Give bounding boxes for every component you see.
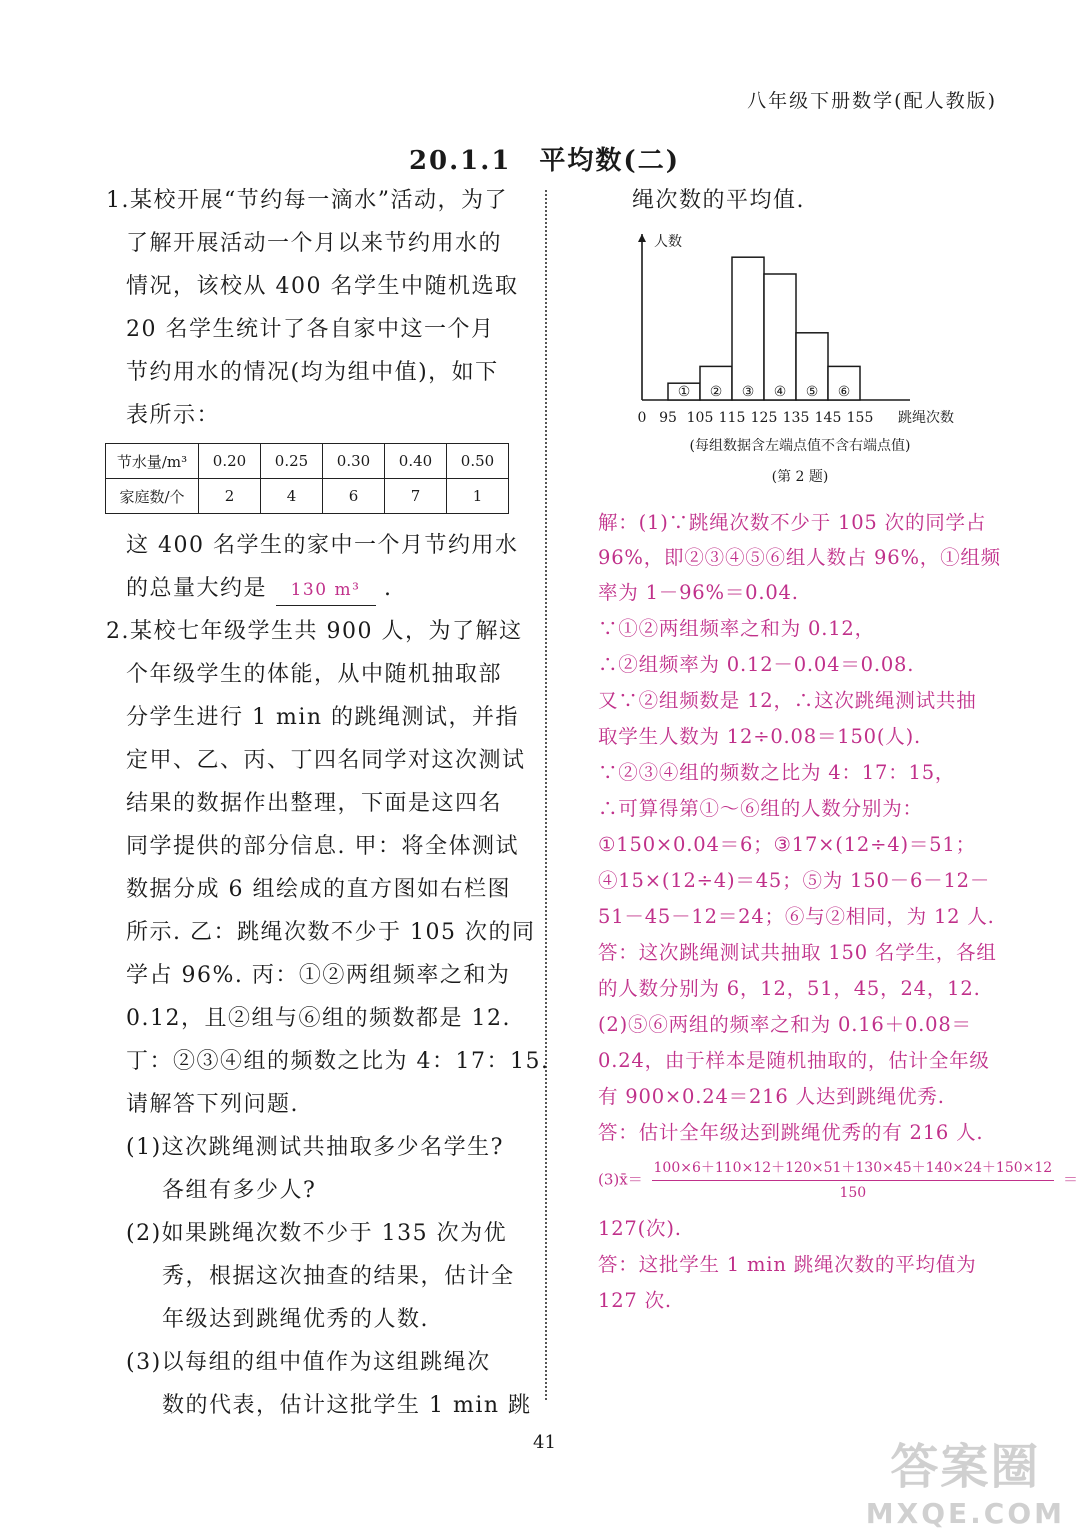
q1-line: 了解开展活动一个月以来节约用水的 [126,231,503,256]
q2-sub-question: 各组有多少人? [162,1178,317,1203]
q2-line: 所示. 乙：跳绳次数不少于 105 次的同 [126,920,536,945]
q2-line: 学占 96%. 丙：①②两组频率之和为 [126,963,511,988]
solution-line: 127(次). [598,1217,682,1240]
bar-group-label: ① [677,384,691,400]
table-cell: 0.20 [199,444,261,479]
x-tick-label: 145 [814,410,842,426]
formula-fraction [652,1158,1055,1203]
solution-line: 答：这次跳绳测试共抽取 150 名学生，各组 [598,941,997,964]
x-tick-label: 155 [846,410,874,426]
bar-group-label: ③ [741,384,755,400]
table-cell: 1 [447,479,509,514]
solution-line: ∴②组频率为 0.12－0.04＝0.08. [598,653,915,676]
solution-line: 答：这批学生 1 min 跳绳次数的平均值为 [598,1253,977,1276]
x-tick-label: 135 [782,410,810,426]
solution-line: 51－45－12＝24；⑥与②相同，为 12 人. [598,905,995,928]
q2-sub-question: (2)如果跳绳次数不少于 135 次为优 [126,1221,508,1246]
bar-group-label: ⑤ [805,384,819,400]
table-header-cell: 家庭数/个 [106,479,199,514]
solution-line: 又∵②组频数是 12，∴这次跳绳测试共抽 [598,689,977,712]
q2-sub-question: 数的代表，估计这批学生 1 min 跳 [162,1393,532,1418]
chart-caption: (第 2 题) [771,469,829,485]
book-header: 八年级下册数学(配人教版) [747,90,997,112]
q1-line: 表所示： [126,403,221,428]
table-row [106,444,509,479]
solution-line: 有 900×0.24＝216 人达到跳绳优秀. [598,1085,945,1108]
solution-line: 取学生人数为 12÷0.08＝150(人). [598,725,922,748]
q2-line: 个年级学生的体能，从中随机抽取部 [126,662,503,687]
bar-group-label: ④ [773,384,787,400]
table-header-cell: 节水量/m³ [106,444,199,479]
solution-line: 127 次. [598,1289,672,1312]
q1-line: 节约用水的情况(均为组中值)，如下 [126,360,499,385]
q2-continued: 绳次数的平均值. [632,188,805,213]
solution-line: 解：(1)∵跳绳次数不少于 105 次的同学占 [598,511,987,534]
solution-line: 0.24，由于样本是随机抽取的，估计全年级 [598,1049,990,1072]
formula-numerator: 100×6＋110×12＋120×51＋130×45＋140×24＋150×12 [652,1158,1055,1181]
q2-line: 0.12，且②组与⑥组的频数都是 12. [126,1006,511,1031]
x-axis-label: 跳绳次数 [898,410,954,426]
q1-text: 的总量大约是 [126,576,268,601]
solution-line: 答：估计全年级达到跳绳优秀的有 216 人. [598,1121,984,1144]
table-cell: 7 [385,479,447,514]
column-divider [545,190,547,1400]
q2-line: 定甲、乙、丙、丁四名同学对这次测试 [126,748,526,773]
solution-line: (2)⑤⑥两组的频率之和为 0.16＋0.08＝ [598,1013,972,1036]
table-cell: 0.25 [261,444,323,479]
q2-line: 2.某校七年级学生共 900 人，为了解这 [106,619,523,644]
x-tick-label: 0 [637,410,647,426]
chart-note: (每组数据含左端点值不含右端点值) [689,438,911,454]
bar-group-label: ⑥ [837,384,851,400]
table-cell: 2 [199,479,261,514]
q1-line: 20 名学生统计了各自家中这一个月 [126,317,495,342]
mean-formula [598,1158,1078,1203]
q2-line: 同学提供的部分信息. 甲：将全体测试 [126,834,519,859]
solution-line: ∵①②两组频率之和为 0.12， [598,617,875,640]
q2-line: 丁：②③④组的频数之比为 4：17：15. [126,1049,550,1074]
bar-group-label: ② [709,384,723,400]
q1-line: 1.某校开展“节约每一滴水”活动，为了 [106,188,508,213]
y-axis-label: 人数 [654,234,682,250]
q2-sub-question: (3)以每组的组中值作为这组跳绳次 [126,1350,491,1375]
q2-line: 数据分成 6 组绘成的直方图如右栏图 [126,877,511,902]
histogram-chart [600,222,1000,492]
solution-line: ∴可算得第①～⑥组的人数分别为： [598,797,923,820]
table-cell: 4 [261,479,323,514]
formula-prefix: (3)x̄＝ [598,1170,643,1189]
q1-line [126,574,393,606]
table-cell: 0.40 [385,444,447,479]
solution-line: ∵②③④组的频数之比为 4：17：15， [598,761,956,784]
histogram-bar [732,257,764,400]
formula-suffix: ＝ [1062,1170,1078,1189]
chart-ticks [638,410,874,426]
q2-line: 请解答下列问题. [126,1092,299,1117]
page-number: 41 [533,1432,556,1453]
table-cell: 0.50 [447,444,509,479]
solution-line: 率为 1－96%＝0.04. [598,581,799,604]
q1-answer-blank: 130 m³ [276,575,376,606]
page-title: 20.1.1 平均数(二) [408,146,681,176]
y-axis-arrow [638,234,646,242]
q2-sub-question: 秀，根据这次抽查的结果，估计全 [162,1264,515,1289]
formula-denominator: 150 [839,1185,867,1201]
chart-bars [668,257,860,400]
solution-line: ①150×0.04＝6；③17×(12÷4)＝51； [598,833,976,856]
histogram-bar [764,274,796,400]
q1-line: 这 400 名学生的家中一个月节约用水 [126,533,519,558]
q1-text: . [384,576,393,601]
x-tick-label: 115 [718,410,746,426]
table-row [106,479,509,514]
watermark-logo [866,1428,1065,1530]
q2-line: 结果的数据作出整理，下面是这四名 [126,791,503,816]
q2-line: 分学生进行 1 min 的跳绳测试，并指 [126,705,520,730]
x-tick-label: 105 [686,410,714,426]
watermark-text: 答案圈 [890,1439,1041,1495]
solution-line: 96%，即②③④⑤⑥组人数占 96%，①组频 [598,546,1001,569]
solution-line: 的人数分别为 6，12，51，45，24，12. [598,977,981,1000]
table-cell: 6 [323,479,385,514]
q1-line: 情况，该校从 400 名学生中随机选取 [126,274,519,299]
x-tick-label: 95 [659,410,677,426]
x-tick-label: 125 [750,410,778,426]
solution-line: ④15×(12÷4)＝45；⑤为 150－6－12－ [598,869,991,892]
q2-sub-question: (1)这次跳绳测试共抽取多少名学生? [126,1135,504,1160]
watermark-domain: MXQE.COM [865,1497,1065,1530]
water-saving-table [105,443,509,514]
q2-sub-question: 年级达到跳绳优秀的人数. [162,1307,429,1332]
table-cell: 0.30 [323,444,385,479]
